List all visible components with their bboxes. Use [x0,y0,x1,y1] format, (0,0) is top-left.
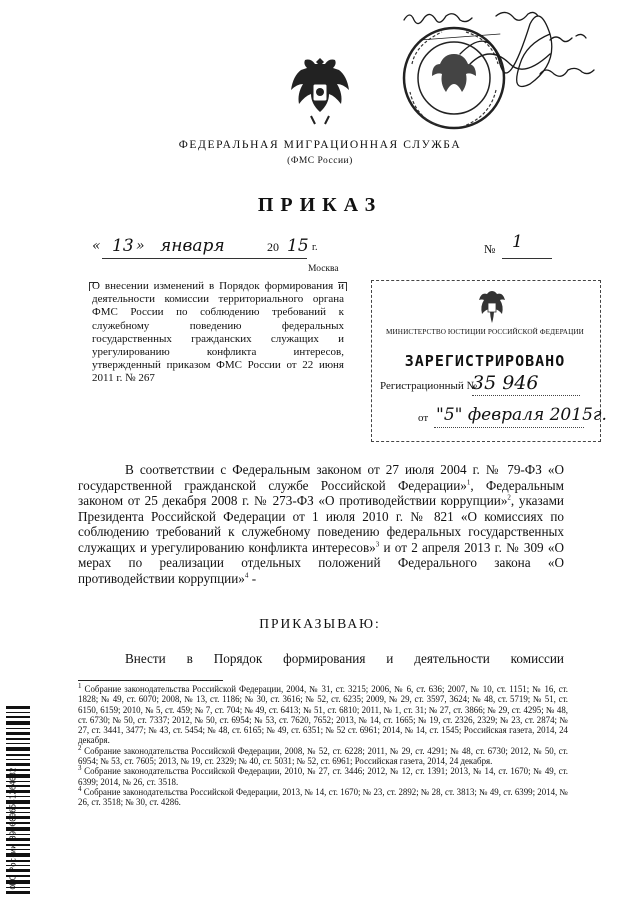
preamble-part-4: и от 2 апреля 2013 г. № 309 «О мерах по реализации отдельных положений Федерального закона «О противодействии коррупции» [78,539,564,586]
barcode-caption [9,700,18,890]
date-open-quote: « [92,238,101,254]
footnote-1 [78,684,568,746]
coat-of-arms-icon [285,50,355,128]
decree-continuation: Внести в Порядок формирования и деятельности комиссии [125,651,564,666]
footnote-3 [78,766,568,787]
stamp-status: ЗАРЕГИСТРИРОВАНО [404,352,566,370]
footnote-mark: 4 [78,785,82,793]
city: Москва [308,264,339,274]
footnote-divider [78,680,223,681]
stamp-date: "5" февраля 2015г. [436,405,607,425]
date-month: января [160,236,225,256]
document-title: ПРИКАЗ [257,194,383,216]
footnote-text: Собрание законодательства Российской Федерации, 2004, № 31, ст. 3215; 2006, № 6, ст. 636; 2007, № 10, ст. 1151; № 16, ст. 1828; № 49, ст. 6070; 2008, № 13, ст. 1186; № 30, ст. 3616; № 52, ст. 6235; 2009, № 29, ст. 3597, 3624; № 48, ст. 5719; № 51, ст. 6150, 6159; 2010, № 5, ст. 459; № 7, ст. 704; № 49, ст. 6413; № 51, ст. 6810; 2011, № 1, ст. 31; № 27, ст. 3866; № 29, ст. 4295; № 48, ст. 6730; № 50, ст. 7337; 2012, № 50, ст. 6954; № 53, ст. 7620, 7652; 2013, № 14, ст. 1665; № 19, ст. 2326, 2329; № 23, ст. 2874; № 27, ст. 3441, 3477; № 43, ст. 5454; № 48, ст. 6165; № 49, ст. 6351; № 52 ст. 6961; 2014, № 14, ст. 1545; Российская газета, 2014, 24 декабря. [78,684,568,746]
footnote-text: Собрание законодательства Российской Федерации, 2010, № 27, ст. 3446; 2012, № 12, ст. 1391; 2013, № 14, ст. 1670; № 49, ст. 6399; 2014, № 26, ст. 3518. [78,766,568,787]
footnote-text: Собрание законодательства Российской Федерации, 2008, № 52, ст. 6228; 2011, № 29, ст. 4291; № 48, ст. 6730; 2012, № 50, ст. 6954; № 53, ст. 7605; 2013, № 19, ст. 2329; № 40, ст. 5031; № 52, ст. 6961; Российская газета, 2014, 24 декабря. [78,745,568,767]
stamp-number-label: Регистрационный № [380,380,478,392]
stamp-number: 35 946 [472,372,539,394]
agency-name: ФЕДЕРАЛЬНАЯ МИГРАЦИОННАЯ СЛУЖБА [178,139,462,151]
date-underline [102,258,307,259]
stamp-number-line [472,395,580,396]
date-year-prefix: 20 [267,240,279,254]
preamble-part-5: - [248,570,257,586]
barcode-icon [2,702,34,898]
order-number-label: № [484,242,496,256]
handwritten-signature-icon [400,4,635,124]
footnote-mark: 2 [78,743,82,752]
date-close-quote: » [136,238,145,254]
preamble-part-2: , Федеральным законом от 25 декабря 2008 г. № 273-ФЗ «О противодействии коррупции» [78,477,564,508]
date-day: 13 [112,236,134,256]
agency-short-name: (ФМС России) [287,156,353,166]
decree-heading: ПРИКАЗЫВАЮ: [259,616,381,631]
footnote-mark: 1 [78,682,82,691]
preamble-part-3: , указами Президента Российской Федерации от 1 июля 2010 г. № 821 «О комиссиях по соблюдению требований к служебному поведению федеральных государственных служащих и урегулированию конфликта интересов» [78,493,564,555]
order-body [78,462,564,586]
barcode-label: ФМС России [8,844,18,890]
order-number: 1 [512,232,523,252]
order-subject-text: О внесении изменений в Порядок формирования и деятельности комиссии территориального органа ФМС России по соблюдению требований к служебному поведению федеральных государственных гражданских служащих и урегулированию конфликта интересов, утвержденный приказом ФМС России от 22 июня 2011 г. № 267 [92,280,344,385]
footnote-ref-1: 1 [466,478,471,487]
footnote-text: Собрание законодательства Российской Федерации, 2013, № 14, ст. 1670; № 23, ст. 2892; № 28, ст. 3813; № 49, ст. 6399; 2014, № 26, ст. 3518; № 30, ст. 4286. [78,786,568,808]
preamble-paragraph [78,462,564,586]
date-line [92,232,572,264]
date-year-abbr: г. [312,242,318,253]
date-year-suffix: 15 [287,236,309,256]
preamble-part-1: В соответствии с Федеральным законом от 27 июля 2004 г. № 79-ФЗ «О государственной гражданской службе Российской Федерации» [78,462,564,493]
stamp-date-label: от [418,412,429,424]
footnote-ref-3: 3 [375,540,380,549]
stamp-date-line [434,427,584,428]
barcode-code: 0900006581264082 [8,767,18,840]
stamp-ministry: МИНИСТЕРСТВО ЮСТИЦИИ РОССИЙСКОЙ ФЕДЕРАЦИИ [386,328,584,336]
order-subject [92,280,344,386]
footnote-ref-4: 4 [244,571,249,580]
number-underline [502,258,552,259]
footnotes [78,684,568,808]
stamp-eagle-icon [474,288,510,326]
footnote-4 [78,787,568,808]
footnote-ref-2: 2 [507,493,511,502]
footnote-mark: 3 [78,764,82,773]
footnote-2 [78,743,568,767]
